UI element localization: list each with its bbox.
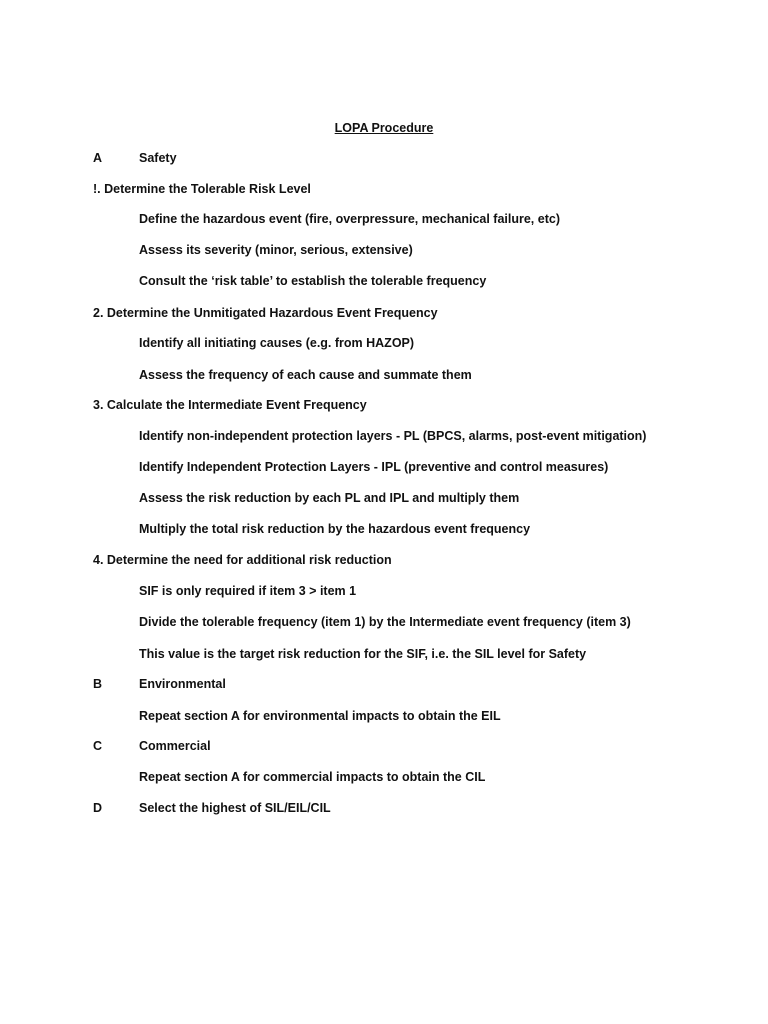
step-1-item: Consult the ‘risk table’ to establish the tolerable frequency	[139, 274, 487, 288]
section-d-letter: D	[93, 801, 103, 815]
step-3-item: Multiply the total risk reduction by the hazardous event frequency	[139, 522, 531, 536]
step-1-heading: !. Determine the Tolerable Risk Level	[93, 182, 311, 196]
section-b-label: Environmental	[139, 677, 226, 691]
section-a-letter: A	[93, 151, 103, 165]
step-4-heading: 4. Determine the need for additional risk reduction	[93, 553, 392, 567]
section-c-heading	[93, 738, 211, 754]
step-3-heading: 3. Calculate the Intermediate Event Frequency	[93, 398, 367, 412]
section-a-heading	[93, 150, 177, 166]
section-b-letter: B	[93, 677, 103, 691]
section-a-label: Safety	[139, 151, 177, 165]
section-d-heading	[93, 800, 331, 816]
step-2-item: Assess the frequency of each cause and summate them	[139, 368, 472, 382]
step-3-item: Identify Independent Protection Layers - IPL (preventive and control measures)	[139, 460, 609, 474]
step-3-item: Identify non-independent protection layers - PL (BPCS, alarms, post-event mitigation)	[139, 429, 647, 443]
step-2-item: Identify all initiating causes (e.g. from HAZOP)	[139, 336, 415, 350]
step-4-item: This value is the target risk reduction for the SIF, i.e. the SIL level for Safety	[139, 647, 587, 661]
section-b-item: Repeat section A for environmental impacts to obtain the EIL	[139, 709, 501, 723]
section-c-item: Repeat section A for commercial impacts to obtain the CIL	[139, 770, 486, 784]
step-1-item: Assess its severity (minor, serious, extensive)	[139, 243, 413, 257]
section-d-label: Select the highest of SIL/EIL/CIL	[139, 801, 331, 815]
document-title: LOPA Procedure	[334, 121, 434, 135]
section-c-letter: C	[93, 739, 103, 753]
step-4-item: Divide the tolerable frequency (item 1) by the Intermediate event frequency (item 3)	[139, 615, 631, 629]
step-3-item: Assess the risk reduction by each PL and IPL and multiply them	[139, 491, 520, 505]
section-b-heading	[93, 676, 226, 692]
step-1-item: Define the hazardous event (fire, overpressure, mechanical failure, etc)	[139, 212, 560, 226]
section-c-label: Commercial	[139, 739, 211, 753]
step-4-item: SIF is only required if item 3 > item 1	[139, 584, 357, 598]
step-2-heading: 2. Determine the Unmitigated Hazardous Event Frequency	[93, 306, 438, 320]
